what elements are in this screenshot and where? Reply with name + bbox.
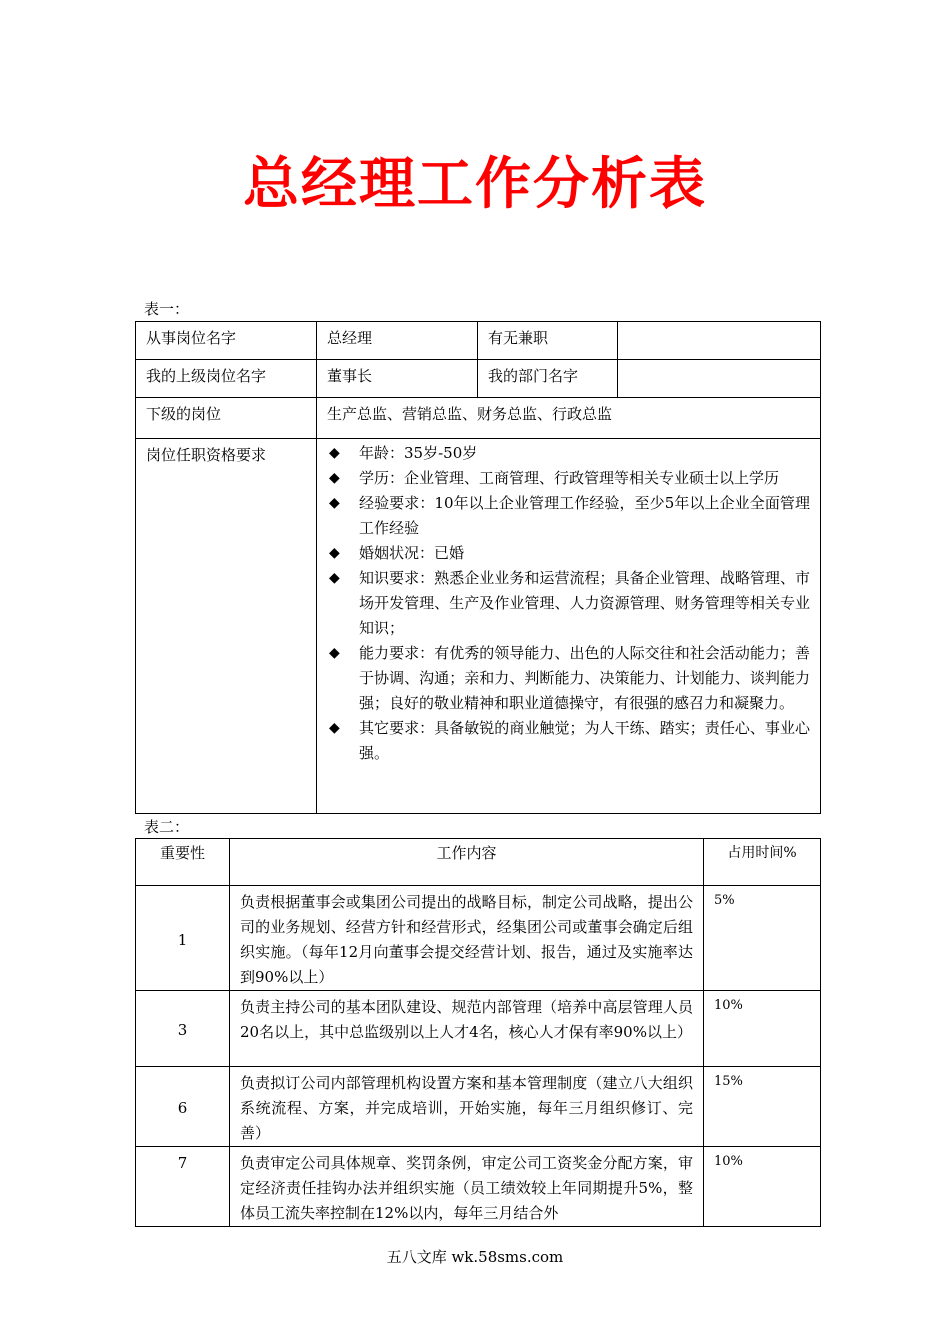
requirement-item: ◆ 年龄：35岁-50岁 (327, 441, 810, 466)
dept-value (618, 360, 821, 398)
table-row (136, 1147, 821, 1227)
table1-caption: 表一： (144, 300, 190, 318)
job-name-label: 从事岗位名字 (136, 322, 317, 360)
dept-label: 我的部门名字 (478, 360, 618, 398)
footer-watermark: 五八文库 wk.58sms.com (386, 1248, 564, 1266)
row-time: 10% (704, 991, 821, 1067)
row-content: 负责根据董事会或集团公司提出的战略目标，制定公司战略，提出公司的业务规划、经营方针和经营形式，经集团公司或董事会确定后组织实施。（每年12月向董事会提交经营计划、报告，通过及实施率达到90%以上） (230, 886, 704, 991)
requirements-list (327, 441, 810, 766)
requirement-item: ◆ 能力要求：有优秀的领导能力、出色的人际交往和社会活动能力；善于协调、沟通；亲和力、判断能力、决策能力、计划能力、谈判能力强；良好的敬业精神和职业道德操守，有很强的感召力和凝聚力。 (327, 641, 810, 716)
superior-value: 董事长 (317, 360, 478, 398)
job-info-table (135, 321, 821, 814)
subordinate-label: 下级的岗位 (136, 398, 317, 439)
row-time: 10% (704, 1147, 821, 1227)
row-importance: 7 (136, 1147, 230, 1227)
requirement-item: ◆ 其它要求：具备敏锐的商业触觉；为人干练、踏实；责任心、事业心强。 (327, 716, 810, 766)
diamond-bullet-icon: ◆ (329, 570, 340, 586)
row-content: 负责拟订公司内部管理机构设置方案和基本管理制度（建立八大组织系统流程、方案，并完成培训，开始实施，每年三月组织修订、完善） (230, 1067, 704, 1147)
row-importance: 6 (136, 1067, 230, 1147)
table2-caption: 表二： (144, 818, 190, 836)
diamond-bullet-icon: ◆ (329, 445, 340, 461)
part-time-value (618, 322, 821, 360)
row-content: 负责主持公司的基本团队建设、规范内部管理（培养中高层管理人员20名以上，其中总监级别以上人才4名，核心人才保有率90%以上） (230, 991, 704, 1067)
row-time: 5% (704, 886, 821, 991)
header-content: 工作内容 (230, 839, 704, 886)
diamond-bullet-icon: ◆ (329, 720, 340, 736)
table-row (136, 1067, 821, 1147)
row-time: 15% (704, 1067, 821, 1147)
row-importance: 1 (136, 886, 230, 991)
subordinate-value: 生产总监、营销总监、财务总监、行政总监 (317, 398, 821, 439)
requirement-item: ◆ 知识要求：熟悉企业业务和运营流程；具备企业管理、战略管理、市场开发管理、生产及作业管理、人力资源管理、财务管理等相关专业知识； (327, 566, 810, 641)
table-row (136, 991, 821, 1067)
row-content: 负责审定公司具体规章、奖罚条例，审定公司工资奖金分配方案，审定经济责任挂钩办法并组织实施（员工绩效较上年同期提升5%，整体员工流失率控制在12%以内，每年三月结合外 (230, 1147, 704, 1227)
job-name-value: 总经理 (317, 322, 478, 360)
work-content-table (135, 838, 821, 1227)
header-time: 占用时间% (704, 839, 821, 886)
page-title: 总经理工作分析表 (243, 152, 707, 217)
diamond-bullet-icon: ◆ (329, 495, 340, 511)
part-time-label: 有无兼职 (478, 322, 618, 360)
requirement-item: ◆ 经验要求：10年以上企业管理工作经验，至少5年以上企业全面管理工作经验 (327, 491, 810, 541)
requirement-item: ◆ 学历：企业管理、工商管理、行政管理等相关专业硕士以上学历 (327, 466, 810, 491)
superior-label: 我的上级岗位名字 (136, 360, 317, 398)
diamond-bullet-icon: ◆ (329, 470, 340, 486)
qualification-label: 岗位任职资格要求 (136, 439, 317, 814)
diamond-bullet-icon: ◆ (329, 545, 340, 561)
diamond-bullet-icon: ◆ (329, 645, 340, 661)
header-importance: 重要性 (136, 839, 230, 886)
table-row (136, 886, 821, 991)
row-importance: 3 (136, 991, 230, 1067)
requirement-item: ◆ 婚姻状况：已婚 (327, 541, 810, 566)
